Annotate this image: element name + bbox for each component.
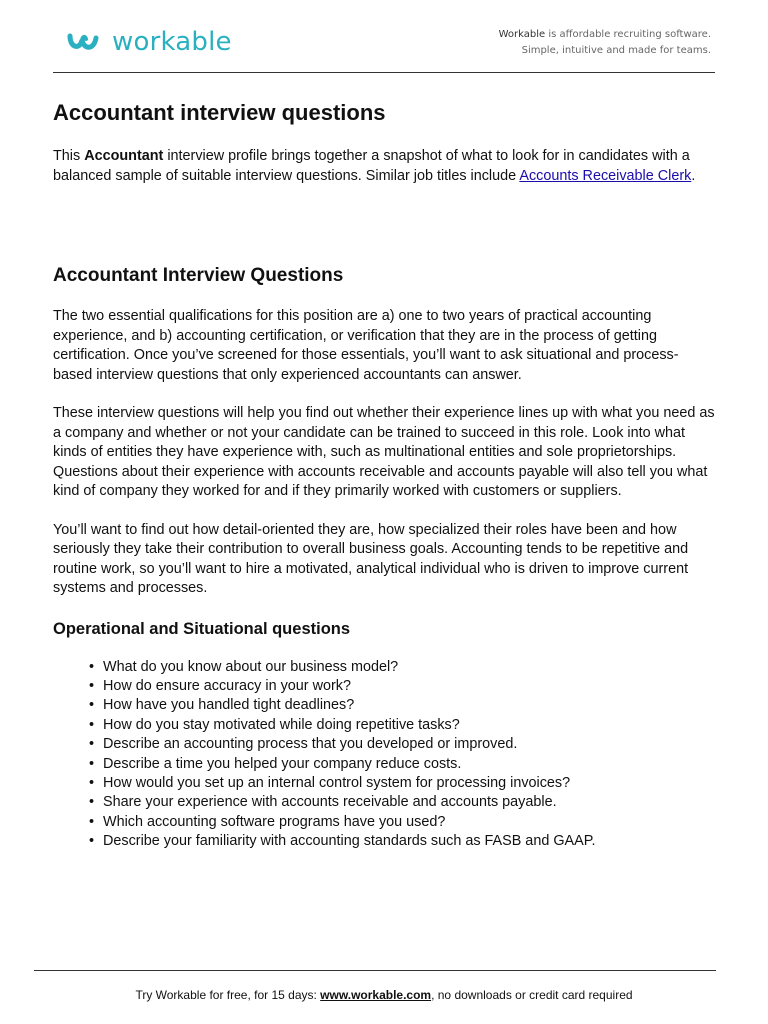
- intro-suffix: .: [691, 167, 696, 184]
- footer-prefix: Try Workable for free, for 15 days:: [135, 988, 321, 1002]
- header-divider: [53, 72, 715, 73]
- tagline-line-1-rest: is affordable recruiting software.: [545, 29, 711, 40]
- workable-logo-icon: [66, 28, 106, 56]
- section-paragraph-3: You’ll want to find out how detail-oriented they are, how specialized their roles have been and how seriously they take their contribution to overall business goals. Accounting tends to be repetitive and routine work, so you’ll want to hire a motivated, analytical individual who is driven to improve current systems and processes.: [53, 521, 689, 596]
- question-item: • How would you set up an internal control system for processing invoices?: [103, 774, 715, 793]
- subsection-title: Operational and Situational questions: [53, 619, 351, 638]
- intro-prefix: This: [53, 148, 85, 164]
- intro-job-title: Accountant: [84, 148, 164, 164]
- question-item: • Share your experience with accounts receivable and accounts payable.: [103, 793, 715, 812]
- workable-logo[interactable]: [66, 28, 232, 56]
- page-footer: [0, 987, 768, 1003]
- footer-suffix: , no downloads or credit card required: [431, 988, 633, 1002]
- section-title: Accountant Interview Questions: [53, 265, 344, 286]
- section-paragraph-1: The two essential qualifications for this position are a) one to two years of practical accounting experience, and b) accounting certification, or verification that they are in the process of getting certification. Once you’ve screened for those essentials, you’ll want to ask situational and process-based interview questions that only experienced accountants can answer.: [53, 308, 679, 383]
- section-paragraph-2: These interview questions will help you find out whether their experience lines up with what you need as a company and whether or not your candidate can be trained to succeed in this role. Look into what kinds of entities they have experience with, such as multinational entities and sole proprietorships. Questions about their experience with accounts receivable and accounts payable will also tell you what kind of company they worked for and if they primarily worked with customers or suppliers.: [53, 405, 715, 499]
- intro-paragraph: [53, 147, 715, 186]
- page-title: Accountant interview questions: [53, 100, 386, 125]
- page-header: [53, 22, 715, 72]
- tagline-line-2: Simple, intuitive and made for teams.: [521, 45, 711, 56]
- question-item: • Describe your familiarity with accounting standards such as FASB and GAAP.: [103, 832, 715, 851]
- tagline: [499, 27, 711, 59]
- question-item: • Which accounting software programs have you used?: [103, 813, 715, 832]
- tagline-brand: Workable: [498, 29, 546, 40]
- question-item: • How do you stay motivated while doing repetitive tasks?: [103, 716, 715, 735]
- question-item: • Describe a time you helped your company reduce costs.: [103, 755, 715, 774]
- footer-website-link[interactable]: www.workable.com: [320, 988, 432, 1002]
- tagline-line-1: [499, 27, 711, 43]
- similar-title-link[interactable]: Accounts Receivable Clerk: [519, 167, 692, 184]
- question-list: [53, 658, 715, 852]
- question-item: • How do ensure accuracy in your work?: [103, 677, 715, 696]
- footer-divider: [34, 970, 716, 971]
- intro-middle: interview profile brings together a snapshot of what to look for in candidates with a balanced sample of suitable interview questions. Similar job titles include: [53, 148, 690, 184]
- main-content: [53, 96, 715, 852]
- question-item: • How have you handled tight deadlines?: [103, 696, 715, 715]
- logo-text: workable: [112, 27, 232, 57]
- question-item: • What do you know about our business model?: [103, 658, 715, 677]
- question-item: • Describe an accounting process that you developed or improved.: [103, 735, 715, 754]
